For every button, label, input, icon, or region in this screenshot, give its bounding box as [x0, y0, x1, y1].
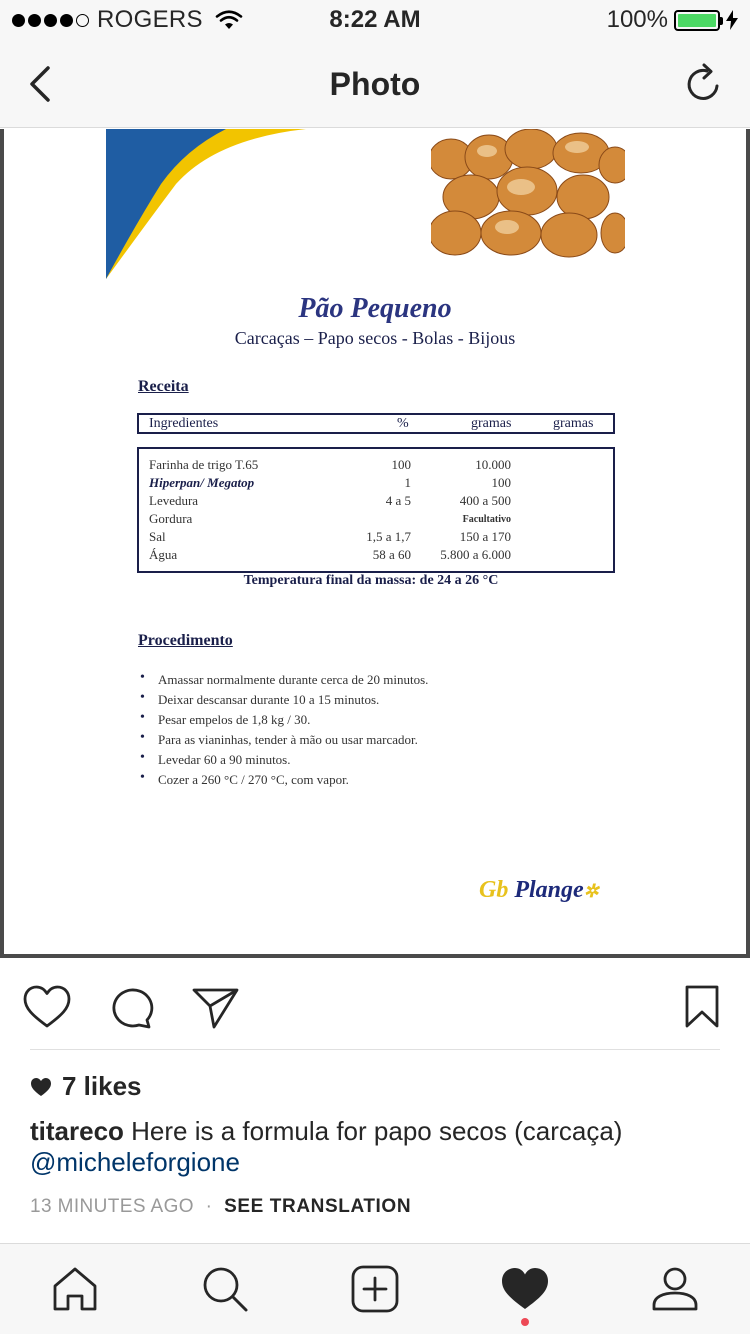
recipe-heading: Receita	[138, 378, 189, 395]
list-item: • Cozer a 260 °C / 270 °C, com vapor.	[138, 772, 428, 792]
recipe-subtitle: Carcaças – Papo secos - Bolas - Bijous	[234, 328, 516, 348]
likes-label: 7 likes	[62, 1071, 142, 1101]
comment-icon[interactable]	[106, 984, 156, 1030]
ingredients-table-header	[137, 413, 615, 434]
header-percent: %	[397, 416, 409, 431]
caption-username[interactable]: titareco	[30, 1116, 124, 1146]
list-item: • Pesar empelos de 1,8 kg / 30.	[138, 712, 428, 732]
heart-outline-icon[interactable]	[22, 984, 72, 1030]
decorative-swoosh	[106, 129, 306, 279]
temperature-note: Temperatura final da massa: de 24 a 26 °C	[243, 573, 499, 588]
caption-text: Here is a formula for papo secos (carcaça)	[131, 1116, 623, 1146]
bread-rolls-image	[431, 129, 625, 261]
meta-separator: ·	[205, 1196, 213, 1217]
table-row: Água 58 a 60 5.800 a 6.000	[149, 547, 511, 562]
list-item: • Amassar normalmente durante cerca de 20 minutos.	[138, 672, 428, 692]
table-row: Gordura Facultativo	[149, 511, 511, 526]
plange-logo: Gb Plange✲	[479, 877, 599, 903]
procedure-list	[138, 672, 428, 792]
carrier-name: ROGERS	[97, 6, 203, 33]
battery-percent: 100%	[606, 6, 668, 33]
header-ingredients: Ingredientes	[149, 416, 219, 431]
ingredients-table	[137, 447, 615, 573]
navigation-bar	[0, 40, 750, 128]
charging-bolt-icon	[726, 10, 738, 30]
heart-filled-icon[interactable]	[500, 1264, 550, 1314]
heart-filled-icon	[30, 1077, 52, 1097]
status-time: 8:22 AM	[329, 6, 421, 33]
search-icon[interactable]	[200, 1264, 250, 1314]
profile-icon[interactable]	[650, 1264, 700, 1314]
page-title: Photo	[329, 66, 421, 102]
recipe-title: Pão Pequeno	[298, 293, 452, 324]
list-item: • Levedar 60 a 90 minutos.	[138, 752, 428, 772]
procedure-heading: Procedimento	[138, 632, 233, 649]
add-post-icon[interactable]	[350, 1264, 400, 1314]
post-actions	[0, 958, 750, 1050]
header-grams-2: gramas	[553, 416, 594, 431]
likes-count[interactable]	[30, 1071, 142, 1102]
battery-level	[678, 14, 716, 27]
table-row: Sal 1,5 a 1,7 150 a 170	[149, 529, 511, 544]
table-row: Farinha de trigo T.65 100 10.000	[149, 457, 511, 472]
post-meta	[30, 1196, 411, 1218]
refresh-icon[interactable]	[684, 62, 724, 106]
post-photo[interactable]	[0, 129, 750, 958]
table-row: Levedura 4 a 5 400 a 500	[149, 493, 511, 508]
see-translation-link[interactable]: SEE TRANSLATION	[224, 1196, 412, 1217]
table-row: Hiperpan/ Megatop 1 100	[149, 475, 511, 490]
bookmark-icon[interactable]	[682, 984, 722, 1030]
divider	[30, 1049, 720, 1050]
list-item: • Para as vianinhas, tender à mão ou usar marcador.	[138, 732, 428, 752]
recipe-document	[4, 129, 746, 954]
post-caption	[30, 1116, 730, 1178]
activity-notification-dot	[521, 1318, 529, 1326]
list-item: • Deixar descansar durante 10 a 15 minutos.	[138, 692, 428, 712]
home-icon[interactable]	[50, 1264, 100, 1314]
share-direct-icon[interactable]	[190, 984, 240, 1030]
tab-bar	[0, 1243, 750, 1334]
status-bar	[0, 0, 750, 40]
timestamp: 13 MINUTES AGO	[30, 1196, 194, 1217]
battery-icon	[674, 10, 720, 31]
caption-mention[interactable]: @micheleforgione	[30, 1147, 240, 1177]
header-grams: gramas	[471, 416, 512, 431]
